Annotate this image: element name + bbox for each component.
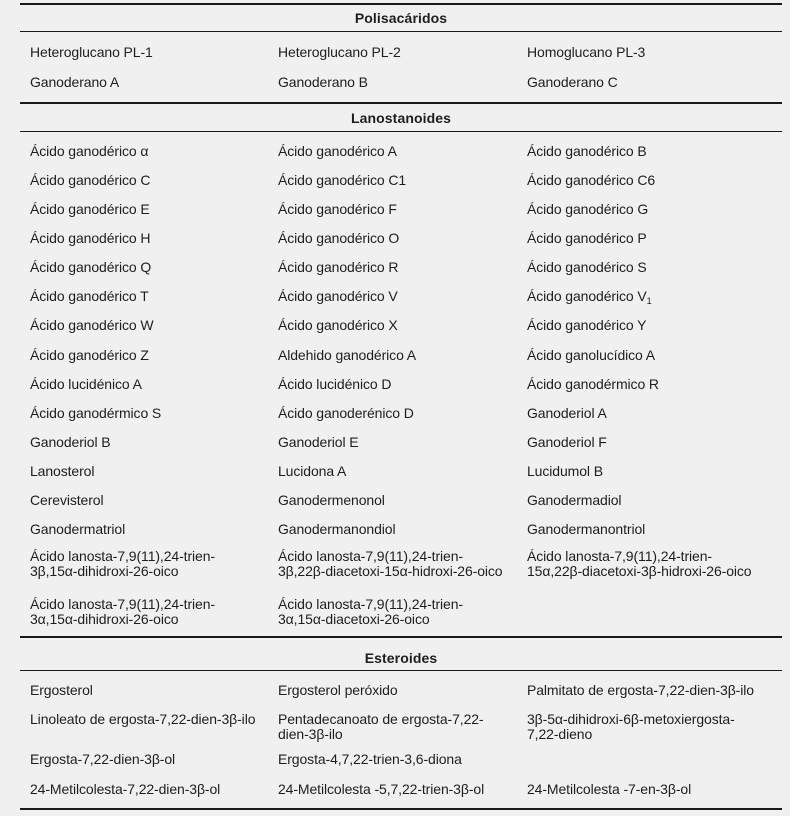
- table-cell: Ácido lucidénico A: [30, 376, 142, 392]
- bottom-rule: [20, 808, 782, 810]
- table-cell: Ganodermatriol: [30, 521, 126, 537]
- table-cell: Ácido ganodérico Z: [30, 347, 149, 363]
- table-cell: Ácido ganodérico S: [527, 259, 647, 275]
- table-cell: Ácido ganodérico G: [527, 201, 649, 217]
- table-cell: Heteroglucano PL-2: [278, 44, 401, 60]
- table-cell: Ganodermanontriol: [527, 521, 646, 537]
- table-cell: Ácido ganodérmico R: [527, 376, 659, 392]
- table-cell: Ácido ganodérico V: [278, 288, 398, 304]
- top-rule: [20, 3, 782, 5]
- section-title-polisacaridos: Polisacáridos: [354, 10, 448, 26]
- table-cell-line2: 3β,15α-dihidroxi-26-oico: [30, 563, 179, 579]
- table-cell-line2: dien-3β-ilo: [278, 726, 343, 742]
- section-title-lanostanoides: Lanostanoides: [350, 110, 452, 126]
- table-cell: Ácido ganodérico A: [278, 143, 397, 159]
- table-cell: Ácido ganodérico F: [278, 201, 397, 217]
- table-cell: 24-Metilcolesta -5,7,22-trien-3β-ol: [278, 781, 485, 797]
- table-cell: Ácido ganodérico Y: [527, 317, 647, 333]
- esteroides-header-rule: [20, 670, 782, 671]
- table-cell: Ganoderano B: [278, 74, 368, 90]
- table-cell: Ganodermanondiol: [278, 521, 396, 537]
- table-cell-line1: Ácido lanosta-7,9(11),24-trien-: [278, 548, 463, 564]
- table-cell: Linoleato de ergosta-7,22-dien-3β-ilo: [30, 711, 256, 727]
- table-cell: Ácido ganodérico O: [278, 230, 400, 246]
- table-cell: Ácido ganodérico C1: [278, 172, 407, 188]
- table-cell: Lucidona A: [278, 463, 347, 479]
- table-cell: Ácido ganodérico X: [278, 317, 398, 333]
- table-cell: Ácido ganodérico Q: [30, 259, 152, 275]
- table-cell-line2: 7,22-dieno: [527, 726, 593, 742]
- table-cell-line1: Ácido lanosta-7,9(11),24-trien-: [30, 596, 215, 612]
- esteroides-top-rule: [20, 636, 782, 638]
- table-cell: Ganoderano C: [527, 74, 618, 90]
- table-cell: Ganoderiol A: [527, 405, 607, 421]
- table-cell: Ergosterol: [30, 682, 93, 698]
- table-cell: Ganoderano A: [30, 74, 120, 90]
- table-cell-v1: [527, 289, 652, 309]
- table-cell: Ergosta-4,7,22-trien-3,6-diona: [278, 751, 462, 767]
- table-cell: Heteroglucano PL-1: [30, 44, 153, 60]
- table-cell: Cerevisterol: [30, 492, 104, 508]
- table-cell: 24-Metilcolesta-7,22-dien-3β-ol: [30, 781, 221, 797]
- table-cell-line2: 3β,22β-diacetoxi-15α-hidroxi-26-oico: [278, 563, 503, 579]
- table-cell: 24-Metilcolesta -7-en-3β-ol: [527, 781, 692, 797]
- table-cell: Ácido ganodérico B: [527, 143, 647, 159]
- table-cell: Palmitato de ergosta-7,22-dien-3β-ilo: [527, 682, 754, 698]
- table-cell: Ácido ganodérico α: [30, 143, 149, 159]
- table-cell-line2: 15α,22β-diacetoxi-3β-hidroxi-26-oico: [527, 563, 752, 579]
- table-cell-line1: Ácido lanosta-7,9(11),24-trien-: [278, 596, 463, 612]
- table-cell: Ganoderiol F: [527, 434, 607, 450]
- table-cell: Ganoderiol E: [278, 434, 359, 450]
- lanostanoides-header-rule: [20, 131, 782, 132]
- table-cell: Lanosterol: [30, 463, 95, 479]
- table-cell: Homoglucano PL-3: [527, 44, 646, 60]
- table-cell: Ácido ganodérico R: [278, 259, 399, 275]
- table-cell-line1: Ácido lanosta-7,9(11),24-trien-: [527, 548, 712, 564]
- table-cell-line2: 3α,15α-diacetoxi-26-oico: [278, 611, 430, 627]
- table-cell: Aldehido ganodérico A: [278, 347, 417, 363]
- table-cell: Ácido ganodérico H: [30, 230, 151, 246]
- section-title-esteroides: Esteroides: [364, 650, 438, 666]
- table-cell: Ácido ganoderénico D: [278, 405, 414, 421]
- table-cell: Ganodermenonol: [278, 492, 385, 508]
- table-cell: Ácido ganodérico E: [30, 201, 150, 217]
- table-cell: Ácido ganodérico C: [30, 172, 151, 188]
- table-cell: Ganodermadiol: [527, 492, 622, 508]
- table-cell: Ácido ganodérico T: [30, 288, 149, 304]
- lanostanoides-top-rule: [20, 102, 782, 104]
- table-cell: Ácido ganodérico W: [30, 317, 154, 333]
- table-cell: Ácido lucidénico D: [278, 376, 392, 392]
- table-cell: Ácido ganodérico C6: [527, 172, 656, 188]
- table-cell-line1: Ácido lanosta-7,9(11),24-trien-: [30, 548, 215, 564]
- table-cell: Ergosta-7,22-dien-3β-ol: [30, 751, 176, 767]
- table-cell: Ácido ganodérmico S: [30, 405, 162, 421]
- table-cell: Ácido ganolucídico A: [527, 347, 655, 363]
- table-cell: Lucidumol B: [527, 463, 603, 479]
- table-cell: Ergosterol peróxido: [278, 682, 398, 698]
- table-cell-line1: 3β-5α-dihidroxi-6β-metoxiergosta-: [527, 711, 735, 727]
- table-cell-line1: Pentadecanoato de ergosta-7,22-: [278, 711, 484, 727]
- polisacaridos-header-rule: [20, 31, 782, 32]
- table-cell-line2: 3α,15α-dihidroxi-26-oico: [30, 611, 179, 627]
- table-cell: Ácido ganodérico P: [527, 230, 647, 246]
- table-cell: Ganoderiol B: [30, 434, 111, 450]
- subscript: 1: [646, 296, 652, 306]
- cell-text: Ácido ganodérico V: [527, 288, 647, 304]
